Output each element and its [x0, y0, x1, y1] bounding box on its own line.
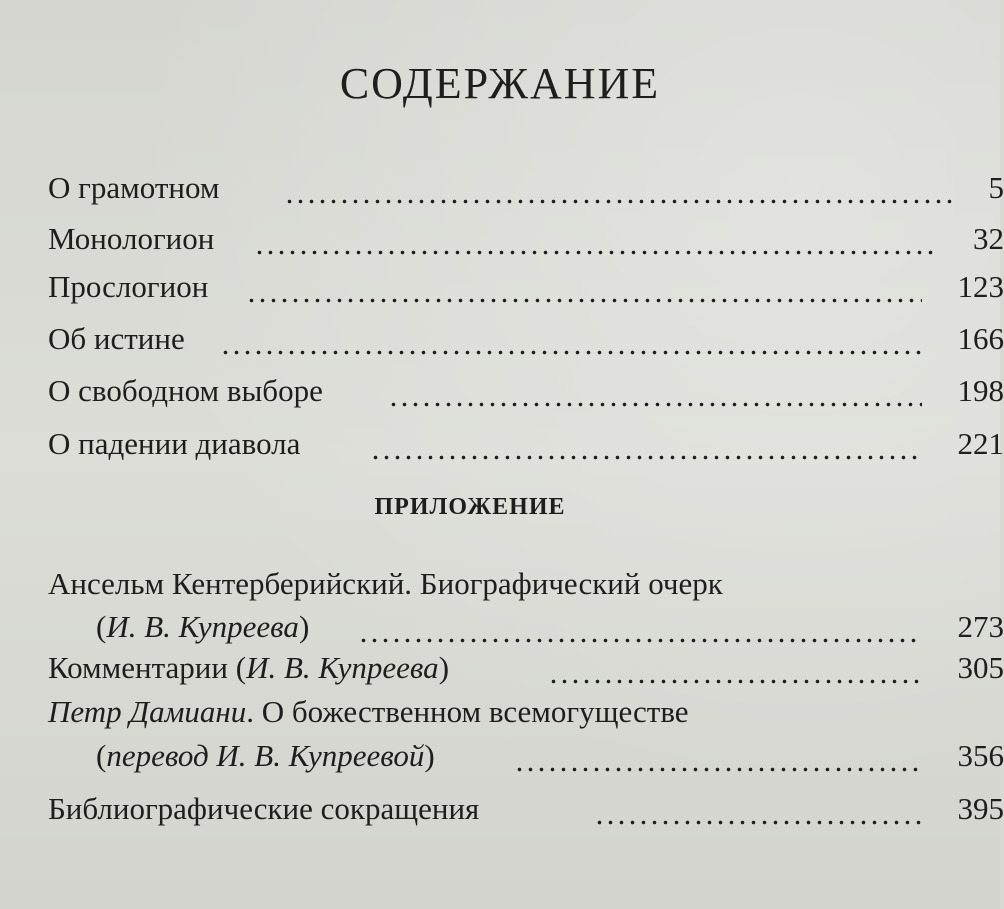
appendix-entry-title: Петр Дамиани. О божественном всемогуществе	[48, 694, 689, 729]
toc-entry-page: 356	[957, 738, 1004, 773]
toc-entry	[48, 369, 1004, 413]
toc-entry-label: Монологион	[48, 221, 215, 256]
toc-entry-label: (И. В. Купреева)	[96, 609, 310, 644]
author-name: И. В. Купреева	[106, 609, 299, 644]
toc-entry	[48, 265, 1004, 309]
leader-dots	[594, 787, 922, 831]
toc-entry-label: Библиографические сокращения	[48, 791, 480, 826]
toc-entry-label: О свободном выборе	[48, 373, 323, 408]
toc-entry-page: 5	[988, 170, 1004, 205]
leader-dots	[254, 217, 936, 261]
author-name: И. В. Купреева	[246, 650, 439, 685]
toc-entry-label: Комментарии (И. В. Купреева)	[48, 650, 450, 685]
toc-entry	[48, 317, 1004, 361]
toc-entry-label: Прослогион	[48, 269, 209, 304]
toc-entry-page: 305	[957, 650, 1004, 685]
page-title: СОДЕРЖАНИЕ	[339, 59, 661, 108]
toc-entry-label: Об истине	[48, 321, 185, 356]
leader-dots	[514, 734, 922, 778]
leader-dots	[388, 369, 922, 413]
toc-entry	[48, 422, 1004, 466]
leader-dots	[246, 265, 922, 309]
toc-entry	[48, 787, 1004, 831]
author-name: Петр Дамиани	[48, 694, 247, 729]
toc-entry	[48, 646, 1004, 690]
toc-entry-page: 198	[957, 373, 1004, 408]
toc-entry	[48, 217, 1004, 261]
appendix-heading: ПРИЛОЖЕНИЕ	[374, 494, 566, 520]
leader-dots	[284, 166, 954, 210]
leader-dots	[358, 605, 922, 649]
toc-entry-page: 166	[957, 321, 1004, 356]
toc-entry-label: О грамотном	[48, 170, 220, 205]
toc-entry-label: О падении диавола	[48, 426, 301, 461]
toc-entry-page: 221	[957, 426, 1004, 461]
leader-dots	[548, 646, 922, 690]
toc-entry-page: 32	[973, 221, 1004, 256]
toc-entry-page: 273	[957, 609, 1004, 644]
appendix-entry-title: Ансельм Кентерберийский. Биографический очерк	[48, 566, 723, 601]
toc-entry-page: 123	[957, 269, 1004, 304]
toc-entry	[96, 734, 1004, 778]
leader-dots	[220, 317, 922, 361]
toc-entry-label: (перевод И. В. Купреевой)	[96, 738, 435, 773]
translator-credit: перевод И. В. Купреевой	[106, 738, 425, 773]
toc-entry	[48, 166, 1004, 210]
toc-entry-page: 395	[957, 791, 1004, 826]
toc-entry	[96, 605, 1004, 649]
leader-dots	[370, 422, 922, 466]
